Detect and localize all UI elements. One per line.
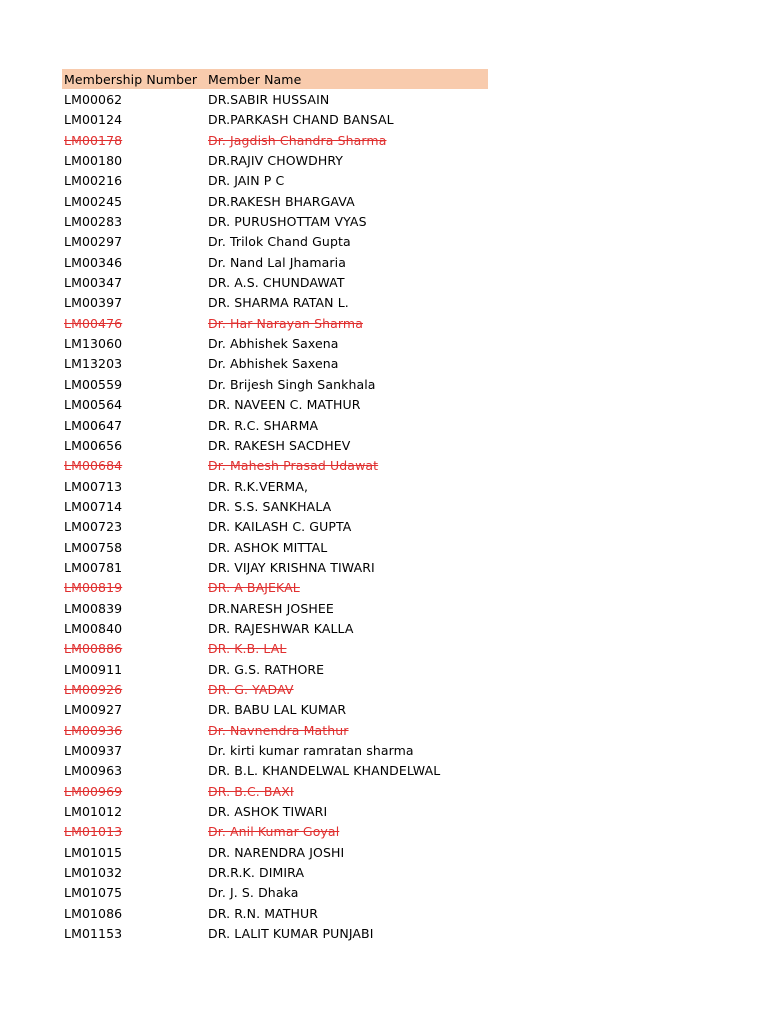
membership-number-cell: LM00178 xyxy=(64,132,123,148)
member-name-cell: DR. G.S. RATHORE xyxy=(208,661,325,677)
table-row xyxy=(62,232,488,252)
table-row xyxy=(62,354,488,374)
membership-number-cell: LM00124 xyxy=(64,112,123,128)
membership-number-cell: LM01012 xyxy=(64,804,123,820)
member-name-cell: Dr. J. S. Dhaka xyxy=(208,885,299,901)
table-row xyxy=(62,862,488,882)
member-name-cell: DR. LALIT KUMAR PUNJABI xyxy=(208,926,374,942)
table-row xyxy=(62,476,488,496)
membership-number-cell: LM00926 xyxy=(64,681,123,697)
membership-number-cell: LM01015 xyxy=(64,844,123,860)
membership-number-cell: LM00927 xyxy=(64,702,123,718)
table-row xyxy=(62,801,488,821)
membership-number-cell: LM00564 xyxy=(64,397,123,413)
member-name-cell: DR. NAVEEN C. MATHUR xyxy=(208,397,361,413)
table-row xyxy=(62,374,488,394)
membership-number-cell: LM00347 xyxy=(64,275,123,291)
member-name-cell: DR. RAKESH SACDHEV xyxy=(208,437,351,453)
membership-number-cell: LM00245 xyxy=(64,193,123,209)
membership-number-cell: LM13203 xyxy=(64,356,123,372)
member-name-cell: DR. R.N. MATHUR xyxy=(208,905,319,921)
table-row xyxy=(62,578,488,598)
member-name-cell: DR. VIJAY KRISHNA TIWARI xyxy=(208,559,375,575)
membership-number-cell: LM00397 xyxy=(64,295,123,311)
member-name-cell: DR.RAKESH BHARGAVA xyxy=(208,193,355,209)
membership-number-cell: LM00886 xyxy=(64,641,123,657)
table-body xyxy=(62,89,488,943)
membership-number-cell: LM00937 xyxy=(64,743,123,759)
table-row xyxy=(62,110,488,130)
member-name-cell: DR. K.B. LAL xyxy=(208,641,287,657)
table-row xyxy=(62,557,488,577)
member-name-cell: DR.PARKASH CHAND BANSAL xyxy=(208,112,394,128)
membership-number-cell: LM00713 xyxy=(64,478,123,494)
table-row xyxy=(62,293,488,313)
membership-number-cell: LM00647 xyxy=(64,417,123,433)
table-row xyxy=(62,150,488,170)
member-name-cell: DR. R.C. SHARMA xyxy=(208,417,319,433)
membership-number-cell: LM00656 xyxy=(64,437,123,453)
table-row xyxy=(62,923,488,943)
membership-number-cell: LM00180 xyxy=(64,153,123,169)
table-row xyxy=(62,191,488,211)
table-row xyxy=(62,272,488,292)
member-name-cell: Dr. Trilok Chand Gupta xyxy=(208,234,351,250)
table-row xyxy=(62,679,488,699)
membership-number-cell: LM00819 xyxy=(64,580,123,596)
table-row xyxy=(62,211,488,231)
table-row xyxy=(62,333,488,353)
member-name-cell: Dr. Nand Lal Jhamaria xyxy=(208,254,346,270)
table-row xyxy=(62,822,488,842)
member-name-cell: DR. B.L. KHANDELWAL KHANDELWAL xyxy=(208,763,441,779)
member-name-cell: DR.RAJIV CHOWDHRY xyxy=(208,153,344,169)
membership-number-cell: LM00216 xyxy=(64,173,123,189)
membership-number-cell: LM00839 xyxy=(64,600,123,616)
membership-number-cell: LM00840 xyxy=(64,620,123,636)
table-row xyxy=(62,415,488,435)
table-row xyxy=(62,618,488,638)
member-name-cell: DR. JAIN P C xyxy=(208,173,285,189)
member-name-cell: DR. B.C. BAXI xyxy=(208,783,294,799)
membership-number-cell: LM00723 xyxy=(64,519,123,535)
membership-number-cell: LM00758 xyxy=(64,539,123,555)
member-name-cell: Dr. Abhishek Saxena xyxy=(208,336,339,352)
membership-number-cell: LM01013 xyxy=(64,824,123,840)
table-row xyxy=(62,496,488,516)
membership-number-cell: LM00297 xyxy=(64,234,123,250)
table-row xyxy=(62,313,488,333)
table-row xyxy=(62,740,488,760)
member-table xyxy=(62,69,488,944)
table-row xyxy=(62,883,488,903)
member-name-cell: DR. KAILASH C. GUPTA xyxy=(208,519,352,535)
table-row xyxy=(62,700,488,720)
member-name-cell: Dr. Navnendra Mathur xyxy=(208,722,349,738)
membership-number-cell: LM00283 xyxy=(64,214,123,230)
member-name-cell: DR.SABIR HUSSAIN xyxy=(208,92,330,108)
table-row xyxy=(62,395,488,415)
header-member-name: Member Name xyxy=(208,71,302,87)
member-name-cell: DR. BABU LAL KUMAR xyxy=(208,702,347,718)
membership-number-cell: LM01153 xyxy=(64,926,123,942)
member-name-cell: Dr. Anil Kumar Goyal xyxy=(208,824,340,840)
member-name-cell: DR. A.S. CHUNDAWAT xyxy=(208,275,345,291)
membership-number-cell: LM00963 xyxy=(64,763,123,779)
table-row xyxy=(62,598,488,618)
table-row xyxy=(62,781,488,801)
table-row xyxy=(62,659,488,679)
member-name-cell: DR. NARENDRA JOSHI xyxy=(208,844,345,860)
membership-number-cell: LM00781 xyxy=(64,559,123,575)
table-row xyxy=(62,130,488,150)
membership-number-cell: LM01086 xyxy=(64,905,123,921)
table-row xyxy=(62,171,488,191)
member-name-cell: DR.R.K. DIMIRA xyxy=(208,865,305,881)
header-membership-number: Membership Number xyxy=(64,71,198,87)
table-row xyxy=(62,720,488,740)
table-row xyxy=(62,252,488,272)
member-name-cell: Dr. kirti kumar ramratan sharma xyxy=(208,743,414,759)
table-row xyxy=(62,456,488,476)
membership-number-cell: LM01075 xyxy=(64,885,123,901)
table-row xyxy=(62,842,488,862)
membership-number-cell: LM01032 xyxy=(64,865,123,881)
membership-number-cell: LM00911 xyxy=(64,661,123,677)
member-name-cell: Dr. Jagdish Chandra Sharma xyxy=(208,132,387,148)
member-name-cell: DR. ASHOK MITTAL xyxy=(208,539,328,555)
table-row xyxy=(62,761,488,781)
membership-number-cell: LM00969 xyxy=(64,783,123,799)
member-name-cell: Dr. Mahesh Prasad Udawat xyxy=(208,458,379,474)
table-row xyxy=(62,517,488,537)
member-name-cell: DR. A BAJEKAL xyxy=(208,580,300,596)
membership-number-cell: LM00476 xyxy=(64,315,123,331)
table-row xyxy=(62,537,488,557)
table-row xyxy=(62,639,488,659)
table-row xyxy=(62,903,488,923)
member-name-cell: Dr. Brijesh Singh Sankhala xyxy=(208,376,376,392)
table-header xyxy=(62,69,488,89)
member-name-cell: DR. S.S. SANKHALA xyxy=(208,498,332,514)
member-name-cell: DR. G. YADAV xyxy=(208,681,294,697)
membership-number-cell: LM00936 xyxy=(64,722,123,738)
member-name-cell: DR. SHARMA RATAN L. xyxy=(208,295,349,311)
membership-number-cell: LM13060 xyxy=(64,336,123,352)
member-name-cell: DR. PURUSHOTTAM VYAS xyxy=(208,214,367,230)
member-name-cell: DR. R.K.VERMA, xyxy=(208,478,309,494)
member-name-cell: Dr. Abhishek Saxena xyxy=(208,356,339,372)
member-name-cell: Dr. Har Narayan Sharma xyxy=(208,315,363,331)
member-name-cell: DR. ASHOK TIWARI xyxy=(208,804,328,820)
membership-number-cell: LM00684 xyxy=(64,458,123,474)
member-name-cell: DR. RAJESHWAR KALLA xyxy=(208,620,354,636)
membership-number-cell: LM00714 xyxy=(64,498,123,514)
membership-number-cell: LM00346 xyxy=(64,254,123,270)
table-row xyxy=(62,89,488,109)
table-row xyxy=(62,435,488,455)
member-name-cell: DR.NARESH JOSHEE xyxy=(208,600,334,616)
membership-number-cell: LM00062 xyxy=(64,92,123,108)
membership-number-cell: LM00559 xyxy=(64,376,123,392)
